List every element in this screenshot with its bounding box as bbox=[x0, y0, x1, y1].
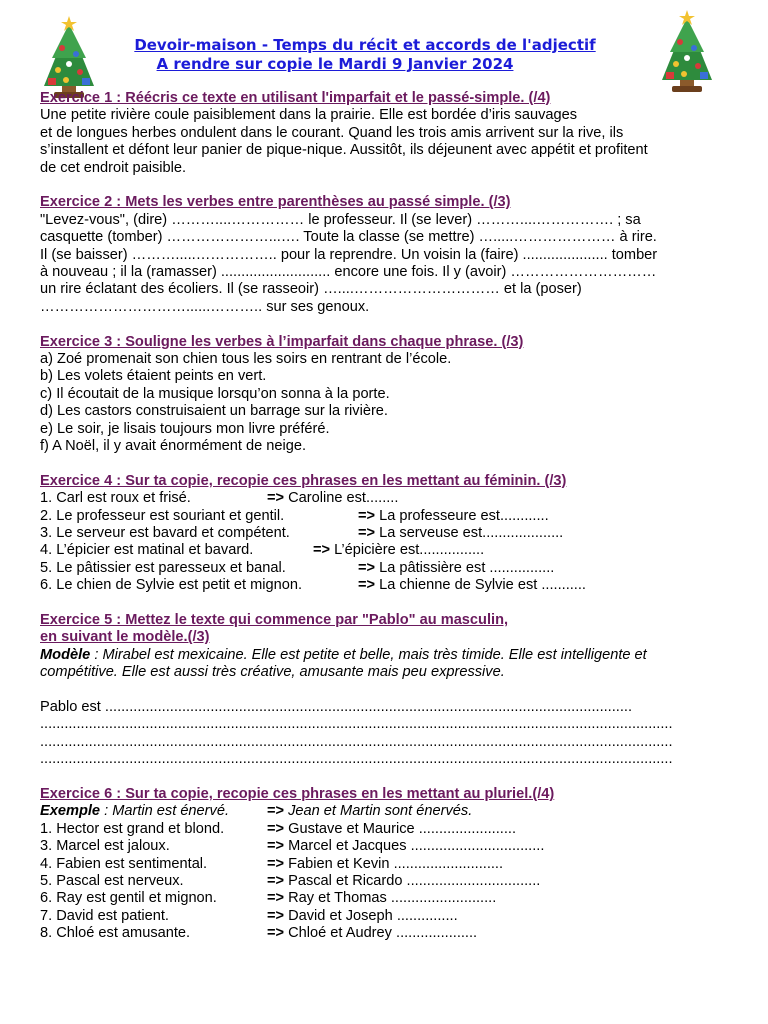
exercise-4-title: Exercice 4 : Sur ta copie, recopie ces phrases en les mettant au féminin. (/3) bbox=[40, 472, 567, 489]
example-sentence: : Martin est énervé. bbox=[100, 803, 229, 820]
exercise-4-sentence: 1. Carl est roux et frisé. bbox=[40, 490, 191, 507]
arrow-label: => bbox=[267, 855, 285, 872]
exercise-1-title: Exercice 1 : Réécris ce texte en utilisant l'imparfait et le passé-simple. (/4) bbox=[40, 90, 551, 106]
exercise-6-row bbox=[40, 925, 730, 942]
exercise-2-text-line: casquette (tomber) …………………...…. Toute la classe (se mettre) ….....………………… à rire. bbox=[40, 229, 657, 246]
exercise-5-title-line1: Exercice 5 : Mettez le texte qui commence par "Pablo" au masculin, bbox=[40, 612, 509, 629]
exercise-4-sentence: 5. Le pâtissier est paresseux et banal. bbox=[40, 559, 286, 576]
exercise-5-title-line2: en suivant le modèle.(/3) bbox=[40, 629, 210, 646]
exercise-4-row bbox=[40, 560, 730, 577]
exercise-4-answer: La pâtissière est ................ bbox=[379, 559, 555, 576]
exercise-4-answer: L’épicière est................ bbox=[334, 542, 485, 559]
exercise-5-model bbox=[40, 647, 730, 664]
exercise-3-sentence: e) Le soir, je lisais toujours mon livre préféré. bbox=[40, 420, 330, 437]
exercise-1-text-line: de cet endroit paisible. bbox=[40, 159, 187, 176]
exercise-6-sentence: 5. Pascal est nerveux. bbox=[40, 873, 184, 890]
exercise-3-sentence: a) Zoé promenait son chien tous les soirs en rentrant de l’école. bbox=[40, 351, 452, 368]
header-title-line2: A rendre sur copie le Mardi 9 Janvier 2024 bbox=[156, 55, 514, 73]
arrow-label: => bbox=[267, 890, 285, 907]
arrow-label: => bbox=[267, 820, 285, 837]
exercise-3-sentence: b) Les volets étaient peints en vert. bbox=[40, 368, 267, 385]
exercise-4-sentence: 2. Le professeur est souriant et gentil. bbox=[40, 507, 285, 524]
exercise-5-dotted-line: ............................................................................................................................................................ bbox=[40, 716, 673, 733]
exercise-4-row bbox=[40, 508, 730, 525]
exercise-4-row bbox=[40, 490, 730, 507]
exercise-6-sentence: 4. Fabien est sentimental. bbox=[40, 855, 208, 872]
worksheet-content bbox=[40, 90, 730, 943]
exercise-1-text-line: Une petite rivière coule paisiblement dans la prairie. Elle est bordée d’iris sauvages bbox=[40, 107, 578, 124]
exercise-6-sentence: 1. Hector est grand et blond. bbox=[40, 820, 225, 837]
exercise-6-answer: Ray et Thomas .......................... bbox=[288, 890, 497, 907]
arrow-label: => bbox=[267, 490, 285, 507]
exercise-5-dotted-line: ............................................................................................................................................................ bbox=[40, 751, 673, 768]
exercise-3-sentence: d) Les castors construisaient un barrage sur la rivière. bbox=[40, 403, 388, 420]
exercise-6-row bbox=[40, 856, 730, 873]
exercise-2-text-line: "Levez-vous", (dire) ………....…………… le professeur. Il (se lever) ………....……………. ; sa bbox=[40, 211, 641, 228]
exercise-6-row bbox=[40, 838, 730, 855]
christmas-tree-icon bbox=[654, 8, 720, 96]
exercise-4-row bbox=[40, 577, 730, 594]
exercise-5-dotted-line: ............................................................................................................................................................ bbox=[40, 733, 673, 750]
arrow-label: => bbox=[358, 577, 376, 594]
model-text: : Mirabel est mexicaine. Elle est petite et belle, mais très timide. Elle est intelligente et bbox=[90, 646, 647, 663]
arrow-label: => bbox=[267, 838, 285, 855]
exercise-4-answer: La chienne de Sylvie est ........... bbox=[379, 577, 586, 594]
arrow-label: => bbox=[267, 925, 285, 942]
exercise-6-row bbox=[40, 908, 730, 925]
exercise-1-text-line: s’installent et défont leur panier de pique-nique. Aussitôt, ils déjeunent avec appétit et profitent bbox=[40, 142, 648, 159]
arrow-label: => bbox=[267, 907, 285, 924]
exercise-2-text-line: …………………………......……….. sur ses genoux. bbox=[40, 298, 370, 315]
exercise-4-row bbox=[40, 525, 730, 542]
exercise-4-sentence: 6. Le chien de Sylvie est petit et mignon. bbox=[40, 577, 303, 594]
exercise-2-text-line: un rire éclatant des écoliers. Il (se rasseoir) …....………………………… et la (poser) bbox=[40, 281, 582, 298]
example-answer: Jean et Martin sont énervés. bbox=[288, 803, 473, 820]
exercise-3-sentence: c) Il écoutait de la musique lorsqu’on sonna à la porte. bbox=[40, 385, 390, 402]
exercise-3-sentence: f) A Noël, il y avait énormément de neige. bbox=[40, 438, 307, 455]
exercise-6-answer: Pascal et Ricardo ................................. bbox=[288, 873, 541, 890]
exercise-3-title: Exercice 3 : Souligne les verbes à l’imparfait dans chaque phrase. (/3) bbox=[40, 333, 524, 350]
header bbox=[0, 0, 768, 95]
exercise-6-answer: David et Joseph ............... bbox=[288, 907, 458, 924]
exercise-6-example-row bbox=[40, 803, 730, 820]
exercise-2-text-line: Il (se baisser) ……….....…………….. pour la reprendre. Un voisin la (faire) ..................... tomber bbox=[40, 246, 658, 263]
exercise-4-sentence: 3. Le serveur est bavard et compétent. bbox=[40, 525, 290, 542]
exercise-5-answer-line: Pablo est .................................................................................................................................. bbox=[40, 699, 633, 716]
exercise-2-title: Exercice 2 : Mets les verbes entre parenthèses au passé simple. (/3) bbox=[40, 194, 511, 211]
exercise-6-answer: Chloé et Audrey .................... bbox=[288, 925, 478, 942]
exercise-6-sentence: 3. Marcel est jaloux. bbox=[40, 838, 170, 855]
exercise-6-row bbox=[40, 821, 730, 838]
arrow-label: => bbox=[313, 542, 331, 559]
exercise-6-sentence: 7. David est patient. bbox=[40, 907, 169, 924]
exercise-2-text-line: à nouveau ; il la (ramasser) ........................... encore une fois. Il y (avoir) ………………………… bbox=[40, 264, 657, 281]
arrow-label: => bbox=[358, 507, 376, 524]
arrow-label: => bbox=[358, 559, 376, 576]
exercise-6-row bbox=[40, 890, 730, 907]
exercise-6-sentence: 8. Chloé est amusante. bbox=[40, 925, 191, 942]
exercise-4-sentence: 4. L’épicier est matinal et bavard. bbox=[40, 542, 254, 559]
exercise-6-sentence: 6. Ray est gentil et mignon. bbox=[40, 890, 217, 907]
model-label: Modèle bbox=[40, 646, 91, 663]
exercise-6-answer: Gustave et Maurice ........................ bbox=[288, 820, 517, 837]
exercise-1-text-line: et de longues herbes ondulent dans le courant. Quand les trois amis arrivent sur la rive, ils bbox=[40, 124, 624, 141]
exercise-4-row bbox=[40, 542, 730, 559]
exercise-4-answer: Caroline est........ bbox=[288, 490, 399, 507]
header-title-line1: Devoir-maison - Temps du récit et accords de l'adjectif bbox=[134, 36, 596, 54]
exercise-6-title: Exercice 6 : Sur ta copie, recopie ces phrases en les mettant au pluriel.(/4) bbox=[40, 786, 555, 803]
arrow-label: => bbox=[358, 525, 376, 542]
exercise-4-answer: La professeure est............ bbox=[379, 507, 549, 524]
example-label: Exemple bbox=[40, 803, 101, 820]
exercise-6-answer: Fabien et Kevin ........................... bbox=[288, 855, 504, 872]
exercise-6-row bbox=[40, 873, 730, 890]
arrow-label: => bbox=[267, 873, 285, 890]
exercise-4-answer: La serveuse est.................... bbox=[379, 525, 564, 542]
arrow-label: => bbox=[267, 803, 285, 820]
exercise-6-answer: Marcel et Jacques ................................. bbox=[288, 838, 545, 855]
exercise-5-model-cont: compétitive. Elle est aussi très créative, amusante mais peu expressive. bbox=[40, 664, 505, 681]
